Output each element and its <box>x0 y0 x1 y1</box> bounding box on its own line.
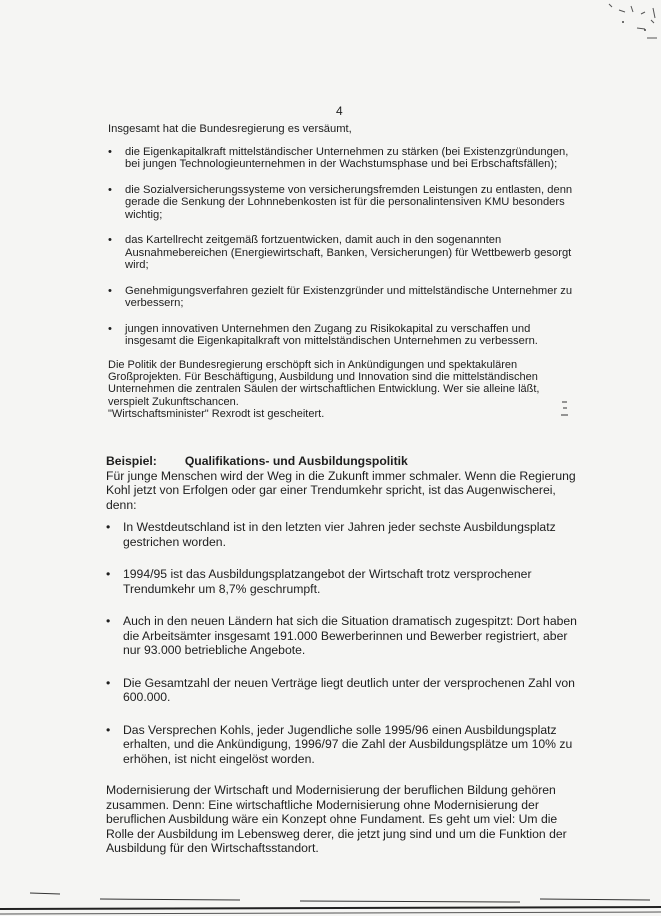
heading-title: Qualifikations- und Ausbildungspolitik <box>184 454 408 468</box>
intro-paragraph: Für junge Menschen wird der Weg in die Zukunft immer schmaler. Wenn die Regierung Kohl jetzt von Erfolgen oder gar einer Trendumkehr spricht, ist das Augenwischerei, denn: <box>106 468 576 512</box>
politik-text: Die Politik der Bundesregierung erschöpft sich in Ankündigungen und spektakulären Großprojekten. Für Beschäftigung, Ausbildung und Innovation sind die mittelständischen Unternehmen die zentralen Säulen der wirtschaftlichen Entwicklung. Wer sie alleine läßt, verspielt Zukunftschancen. <box>108 358 540 408</box>
heading-label: Beispiel: <box>106 454 157 468</box>
list-item: • 1994/95 ist das Ausbildungsplatzangebot der Wirtschaft trotz versprochener Trendumkehr um 8,7% geschrumpft. <box>106 567 586 596</box>
list-item: • jungen innovativen Unternehmen den Zugang zu Risikokapital zu verschaffen und insgesamt die Eigenkapitalkraft von mittelständischen Unternehmen zu verbessern. <box>108 323 583 348</box>
scan-bottom-edge <box>0 885 661 916</box>
section-heading <box>106 454 586 469</box>
list-item: • Auch in den neuen Ländern hat sich die Situation dramatisch zugespitzt: Dort haben die Arbeitsämter insgesamt 191.000 Bewerberinnen und Bewerber registriert, aber nur 93.000 betriebliche Angebote. <box>106 614 586 658</box>
page-number: 4 <box>336 104 343 118</box>
list-item: • In Westdeutschland ist in den letzten vier Jahren jeder sechste Ausbildungsplatz gestrichen worden. <box>106 520 586 549</box>
bullet-list <box>108 146 583 348</box>
rexrodt-line: "Wirtschaftsminister" Rexrodt ist gescheitert. <box>108 408 325 421</box>
intro-paragraph: Insgesamt hat die Bundesregierung es versäumt, <box>108 123 352 135</box>
section-mittelstand <box>108 123 583 432</box>
section-ausbildung <box>106 454 586 868</box>
list-item: • Genehmigungsverfahren gezielt für Existenzgründer und mittelständische Unternehmer zu verbessern; <box>108 285 583 310</box>
list-item: • Das Versprechen Kohls, jeder Jugendliche solle 1995/96 einen Ausbildungsplatz erhalten, und die Ankündigung, 1996/97 die Zahl der Ausbildungsplätze um 10% zu erhöhen, ist nicht eingelöst worden. <box>106 723 586 767</box>
list-item: • Die Gesamtzahl der neuen Verträge liegt deutlich unter der versprochenen Zahl von 600.000. <box>106 676 586 705</box>
list-item: • die Sozialversicherungssysteme von versicherungsfremden Leistungen zu entlasten, denn gerade die Senkung der Lohnnebenkosten ist für die personalintensiven KMU besonders wichtig; <box>108 184 583 222</box>
politik-paragraph <box>108 359 583 421</box>
list-item: • das Kartellrecht zeitgemäß fortzuentwicken, damit auch in den sogenannten Ausnahmebereichen (Energiewirtschaft, Banken, Versicherungen) für Wettbewerb gesorgt wird; <box>108 234 583 272</box>
closing-paragraph: Modernisierung der Wirtschaft und Modernisierung der beruflichen Bildung gehören zusammen. Denn: Eine wirtschaftliche Modernisierung ohne Modernisierung der beruflichen Ausbildung wäre ein Konzept ohne Fundament. Es geht um viel: Um die Rolle der Ausbildung im Lebensweg derer, die jetzt jung sind und um die Funktion der Ausbildung für den Wirtschaftsstandort. <box>106 783 567 855</box>
scan-corner-artifact <box>601 0 661 60</box>
list-item: • die Eigenkapitalkraft mittelständischer Unternehmen zu stärken (bei Existenzgründungen, bei jungen Technologieunternehmen in der Wachstumsphase und bei Erbschaftsfällen); <box>108 146 583 171</box>
bullet-list <box>106 520 586 766</box>
